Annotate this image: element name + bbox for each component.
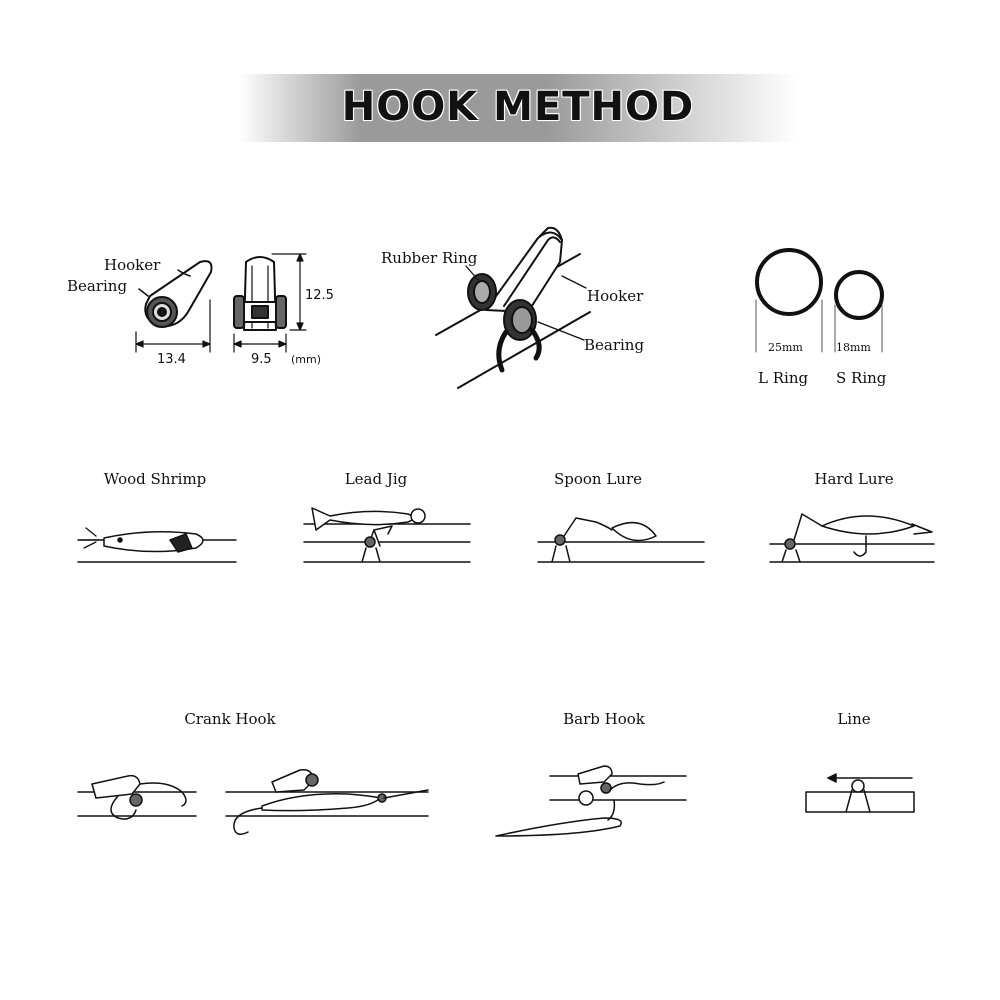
bearing-label-mounted: Bearing xyxy=(584,336,645,354)
crank-hook-figure-left xyxy=(78,776,196,819)
line-caption: Line xyxy=(837,710,871,728)
rings xyxy=(756,250,882,352)
page-title: HOOK METHOD xyxy=(341,84,695,130)
depth-value: 9.5 xyxy=(251,352,272,367)
hard-lure-caption: Hard Lure xyxy=(814,470,894,488)
width-value: 13.4 xyxy=(157,352,186,367)
crank-hook-figure-right xyxy=(226,770,428,835)
height-value: 12.5 xyxy=(305,288,334,303)
lead-jig-caption: Lead Jig xyxy=(344,470,408,488)
s-ring-label: S Ring xyxy=(836,369,887,387)
spoon-lure-figure xyxy=(538,518,704,562)
barb-hook-caption: Barb Hook xyxy=(563,710,645,728)
wood-shrimp-figure xyxy=(78,528,236,562)
hooker-label-mounted: Hooker xyxy=(587,287,644,305)
wood-shrimp-caption: Wood Shrimp xyxy=(103,470,207,488)
hooker-label: Hooker xyxy=(104,256,161,274)
lead-jig-figure xyxy=(304,508,470,562)
rubber-ring-label: Rubber Ring xyxy=(381,249,478,267)
s-ring-size: 18mm xyxy=(836,341,871,354)
bearing-label: Bearing xyxy=(67,277,128,295)
l-ring-label: L Ring xyxy=(758,369,809,387)
crank-hook-caption: Crank Hook xyxy=(184,710,276,728)
line-figure xyxy=(806,774,914,812)
unit-label: (mm) xyxy=(291,353,322,366)
l-ring-size: 25mm xyxy=(768,341,803,354)
keeper-front-view xyxy=(234,257,286,330)
barb-hook-figure xyxy=(496,766,686,836)
hard-lure-figure xyxy=(770,514,934,562)
spoon-lure-caption: Spoon Lure xyxy=(553,470,643,488)
